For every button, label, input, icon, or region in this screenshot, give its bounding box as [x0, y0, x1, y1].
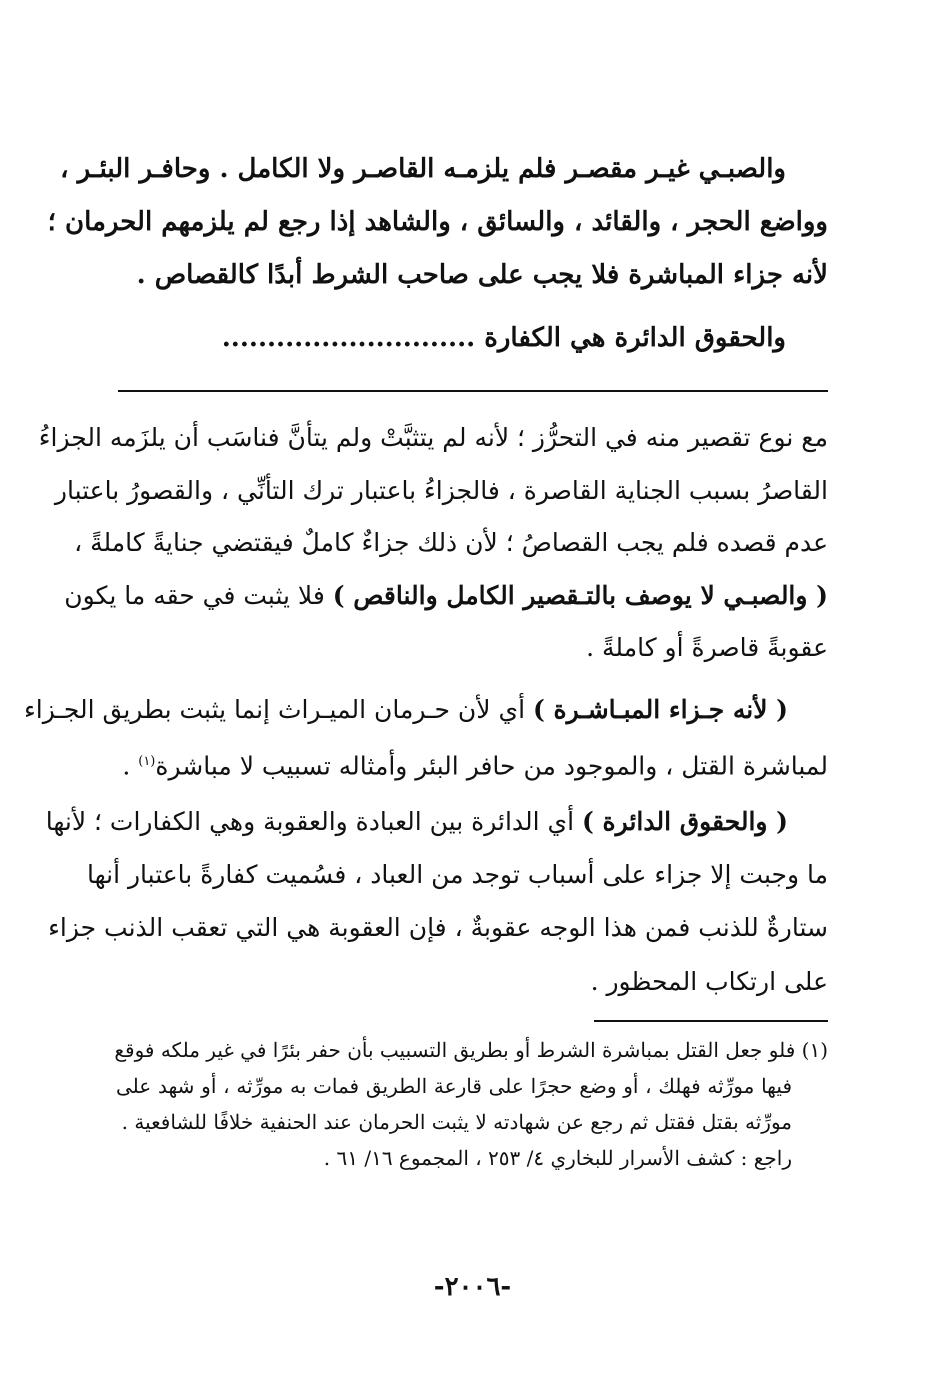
sharh-p2-line-2-end: .	[122, 751, 139, 781]
quoted-matn-direct-act: ( لأنه جـزاء المبـاشـرة )	[532, 695, 788, 724]
footnote-line-4: راجع : كشف الأسرار للبخاري ٤/ ٢٥٣ ، المجموع ١٦/ ٦١ .	[323, 1146, 792, 1170]
sharh-p2-line-2-text: لمباشرة القتل ، والموجود من حافر البئر وأمثاله تسبيب لا مباشرة	[155, 751, 828, 781]
sharh-p3-line-1	[45, 802, 788, 844]
sharh-p3-line-1-rest: أي الدائرة بين العبادة والعقوبة وهي الكفارات ؛ لأنها	[45, 807, 583, 836]
matn-line-2: وواضع الحجر ، والقائد ، والسائق ، والشاهد إذا رجع لم يلزمهم الحرمان ؛	[47, 207, 828, 237]
sharh-p2-line-1	[24, 690, 788, 732]
footnote-separator-rule	[594, 1020, 828, 1022]
matn-line-1: والصبـي غيـر مقصـر فلم يلزمـه القاصـر ولا الكامل . وحافـر البئـر ،	[60, 154, 786, 184]
sharh-p3-line-3: ستارةٌ للذنب فمن هذا الوجه عقوبةٌ ، فإن العقوبة هي التي تعقب الذنب جزاء	[48, 913, 828, 942]
matn-separator-rule	[118, 390, 828, 392]
sharh-p2-line-2	[116, 742, 828, 784]
footnote-line-3: مورِّثه بقتل فقتل ثم رجع عن شهادته لا يثبت الحرمان عند الحنفية خلافًا للشافعية .	[121, 1110, 792, 1134]
quoted-matn-boy: ( والصبـي لا يوصف بالتـقصير الكامل والناقص )	[332, 581, 828, 610]
sharh-p1-line-2: القاصرُ بسبب الجناية القاصرة ، فالجزاءُ باعتبار ترك التأنِّي ، والقصورُ باعتبار	[54, 476, 828, 505]
page-number: -٢٠٠٦-	[433, 1272, 512, 1302]
footnote-line-2: فيها مورِّثه فهلك ، أو وضع حجرًا على قارعة الطريق فمات به مورِّثه ، أو شهد على	[116, 1074, 792, 1098]
sharh-p3-line-2: ما وجبت إلا جزاء على أسباب توجد من العباد ، فسُميت كفارةً باعتبار أنها	[86, 860, 828, 889]
sharh-p1-line-4	[64, 576, 828, 618]
sharh-p1-line-1: مع نوع تقصير منه في التحرُّز ؛ لأنه لم يتثبَّتْ ولم يتأنَّ فناسَب أن يلزَمه الجزاءُ	[38, 423, 828, 452]
footnote-reference: (١)	[138, 754, 156, 769]
quoted-matn-rotating-rights: ( والحقوق الدائرة )	[582, 807, 788, 836]
sharh-p1-line-3: عدم قصده فلم يجب القصاصُ ؛ لأن ذلك جزاءٌ كاملٌ فيقتضي جنايةً كاملةً ،	[74, 528, 828, 557]
matn-line-3: لأنه جزاء المباشرة فلا يجب على صاحب الشرط أبدًا كالقصاص .	[136, 260, 828, 290]
sharh-p2-line-1-rest: أي لأن حـرمان الميـراث إنما يثبت بطريق الجـزاء	[24, 695, 533, 724]
sharh-p1-line-5: عقوبةً قاصرةً أو كاملةً .	[586, 633, 828, 662]
matn-line-4: والحقوق الدائرة هي الكفارة ............................	[221, 323, 786, 353]
sharh-p3-line-4: على ارتكاب المحظور .	[590, 967, 828, 996]
sharh-p1-line-4-rest: فلا يثبت في حقه ما يكون	[64, 581, 333, 610]
footnote-line-1: (١) فلو جعل القتل بمباشرة الشرط أو بطريق التسبيب بأن حفر بئرًا في غير ملكه فوقع	[114, 1038, 828, 1062]
